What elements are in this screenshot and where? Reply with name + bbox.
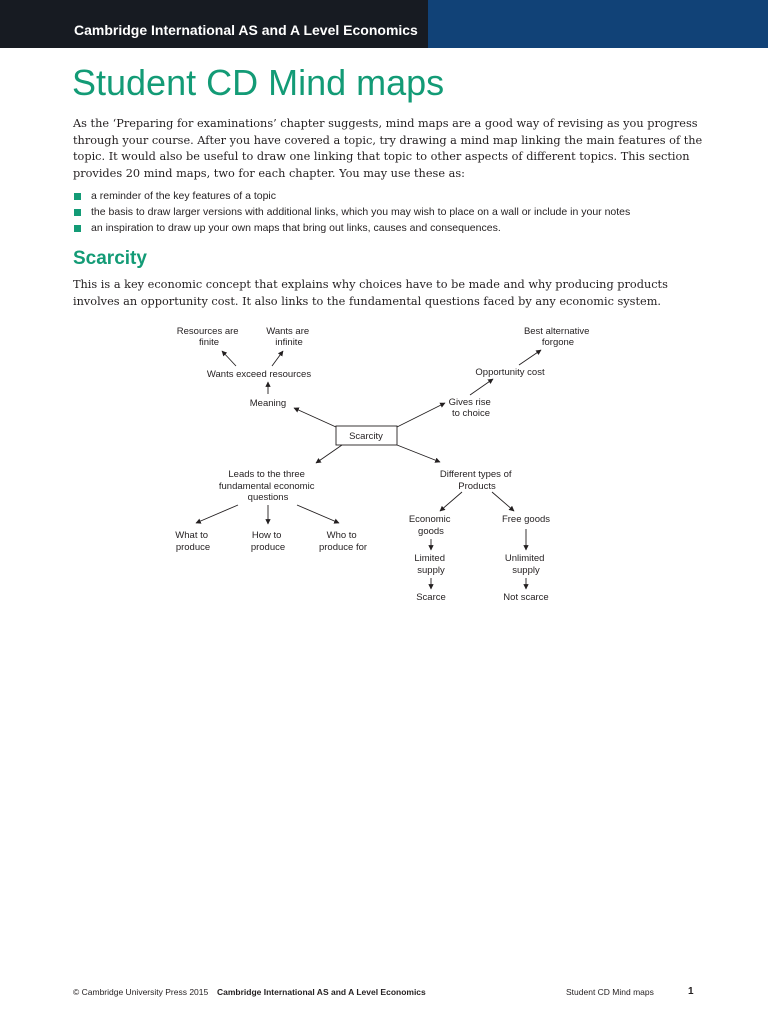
node-not-scarce: Not scarce: [503, 592, 549, 603]
footer-section-title: Student CD Mind maps: [566, 987, 654, 997]
connector: [297, 505, 339, 523]
node-limited-supply: Limited supply: [414, 553, 445, 576]
node-leads-to-three-questions: Leads to the three fundamental economic questions: [218, 469, 315, 503]
node-best-alternative-forgone: Best alternative forgone: [523, 326, 590, 348]
center-node: Scarcity: [349, 431, 383, 442]
node-gives-rise-to-choice: Gives rise to choice: [448, 397, 491, 419]
bullet-text: an inspiration to draw up your own maps that bring out links, causes and consequences.: [91, 222, 501, 234]
node-opportunity-cost: Opportunity cost: [475, 367, 545, 378]
connector: [397, 445, 440, 462]
connector: [397, 403, 445, 427]
node-wants-exceed-resources: Wants exceed resources: [206, 369, 312, 380]
page-title: Student CD Mind maps: [72, 62, 445, 103]
section-heading: Scarcity: [73, 248, 147, 269]
connector: [440, 492, 462, 511]
node-wants-infinite: Wants are infinite: [266, 326, 310, 348]
header-title: Cambridge International AS and A Level Economics: [74, 22, 418, 38]
bullet-text: a reminder of the key features of a topic: [91, 190, 277, 202]
node-what-to-produce: What to produce: [175, 530, 211, 553]
node-free-goods: Free goods: [501, 514, 551, 525]
footer-book-title: Cambridge International AS and A Level Economics: [217, 987, 426, 997]
connector: [294, 408, 336, 427]
connector: [470, 379, 493, 395]
connector: [196, 505, 238, 523]
connector: [519, 350, 541, 365]
node-who-to-produce-for: Who to produce for: [318, 530, 368, 553]
connector: [222, 351, 236, 366]
connector: [492, 492, 514, 511]
bullet-text: the basis to draw larger versions with additional links, which you may wish to place on a wall or include in your notes: [91, 206, 631, 218]
intro-paragraph: As the ‘Preparing for examinations’ chapter suggests, mind maps are a good way of revising as you progress through your course. After you have covered a topic, try drawing a mind map linking the main features of the topic. It would also be useful to draw one linking that topic to other aspects of different topics. This section provides 20 mind maps, two for each chapter. You may use these as:: [73, 117, 703, 180]
node-resources-finite: Resources are finite: [176, 326, 239, 348]
connector: [272, 351, 283, 366]
node-meaning: Meaning: [249, 398, 287, 409]
node-unlimited-supply: Unlimited supply: [504, 553, 545, 576]
connector: [316, 445, 342, 463]
node-economic-goods: Economic goods: [408, 514, 451, 537]
section-paragraph: This is a key economic concept that explains why choices have to be made and why producing products involves an opportunity cost. It also links to the fundamental questions faced by any economic system.: [73, 278, 668, 308]
node-scarce: Scarce: [416, 592, 446, 603]
node-different-types-of-products: Different types of Products: [439, 469, 512, 492]
node-how-to-produce: How to produce: [250, 530, 286, 553]
footer-copyright: © Cambridge University Press 2015: [73, 987, 209, 997]
page-number: 1: [688, 986, 694, 997]
